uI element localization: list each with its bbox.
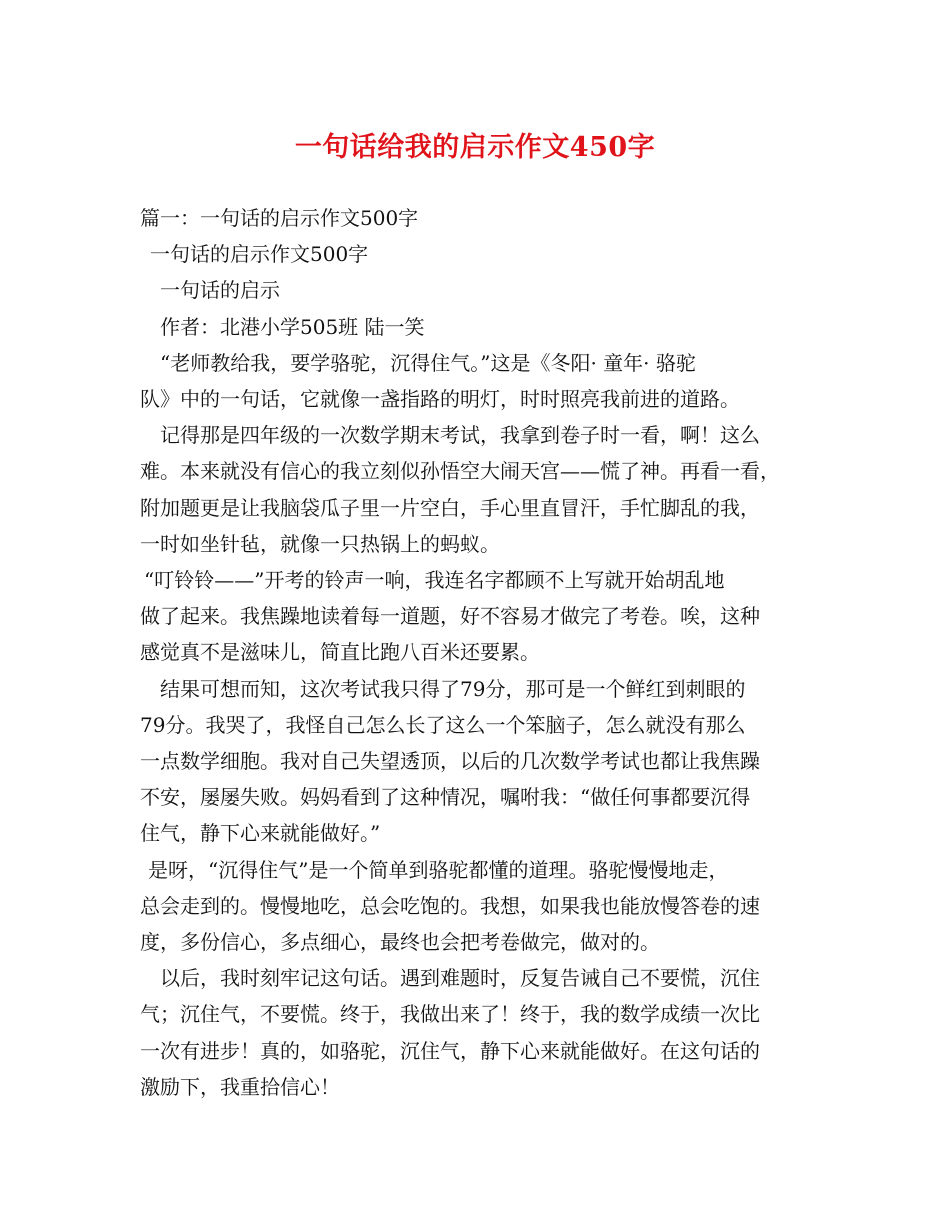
body-line: 是呀，“沉得住气”是一个简单到骆驼都懂的道理。骆驼慢慢地走， (148, 857, 729, 882)
body-line: 以后，我时刻牢记这句话。遇到难题时，反复告诫自己不要慌，沉住 (160, 966, 760, 991)
body-line: 难。本来就没有信心的我立刻似孙悟空大闹天宫——慌了神。再看一看， (140, 459, 780, 484)
body-line: 一句话的启示作文500字 (150, 242, 369, 267)
body-line: 做了起来。我焦躁地读着每一道题，好不容易才做完了考卷。唉，这种 (140, 604, 760, 629)
body-line: 感觉真不是滋味儿，简直比跑八百米还要累。 (140, 640, 540, 665)
body-line: 住气，静下心来就能做好。” (140, 821, 381, 846)
document-body (140, 200, 812, 1105)
body-line: “叮铃铃——”开考的铃声一响，我连名字都顾不上写就开始胡乱地 (144, 568, 725, 593)
document-title: 一句话给我的启示作文450字 (294, 132, 656, 163)
body-line: 篇一：一句话的启示作文500字 (140, 206, 419, 230)
body-line: 队》中的一句话，它就像一盏指路的明灯，时时照亮我前进的道路。 (140, 387, 740, 412)
body-line: 激励下，我重拾信心！ (140, 1074, 340, 1099)
body-line: 79分。我哭了，我怪自己怎么长了这么一个笨脑子，怎么就没有那么 (140, 712, 746, 737)
body-line: 一次有进步！真的，如骆驼，沉住气，静下心来就能做好。在这句话的 (140, 1038, 760, 1063)
body-line: 记得那是四年级的一次数学期末考试，我拿到卷子时一看，啊！这么 (160, 423, 760, 448)
body-line: 作者：北港小学505班 陆一笑 (160, 314, 425, 339)
body-line: 总会走到的。慢慢地吃，总会吃饱的。我想，如果我也能放慢答卷的速 (140, 893, 760, 918)
body-line: 一时如坐针毡，就像一只热锅上的蚂蚁。 (140, 531, 500, 556)
body-line: 附加题更是让我脑袋瓜子里一片空白，手心里直冒汗，手忙脚乱的我， (140, 495, 760, 520)
body-line: 气；沉住气，不要慌。终于，我做出来了！终于，我的数学成绩一次比 (140, 1002, 760, 1027)
body-line: 度，多份信心，多点细心，最终也会把考卷做完，做对的。 (140, 930, 660, 955)
body-line: “老师教给我，要学骆驼，沉得住气。”这是《冬阳· 童年· 骆驼 (160, 350, 696, 375)
body-line: 一句话的启示 (160, 278, 280, 303)
body-line: 结果可想而知，这次考试我只得了79分，那可是一个鲜红到刺眼的 (160, 676, 746, 701)
body-line: 一点数学细胞。我对自己失望透顶，以后的几次数学考试也都让我焦躁 (140, 749, 760, 774)
body-line: 不安，屡屡失败。妈妈看到了这种情况，嘱咐我：“做任何事都要沉得 (140, 785, 751, 810)
